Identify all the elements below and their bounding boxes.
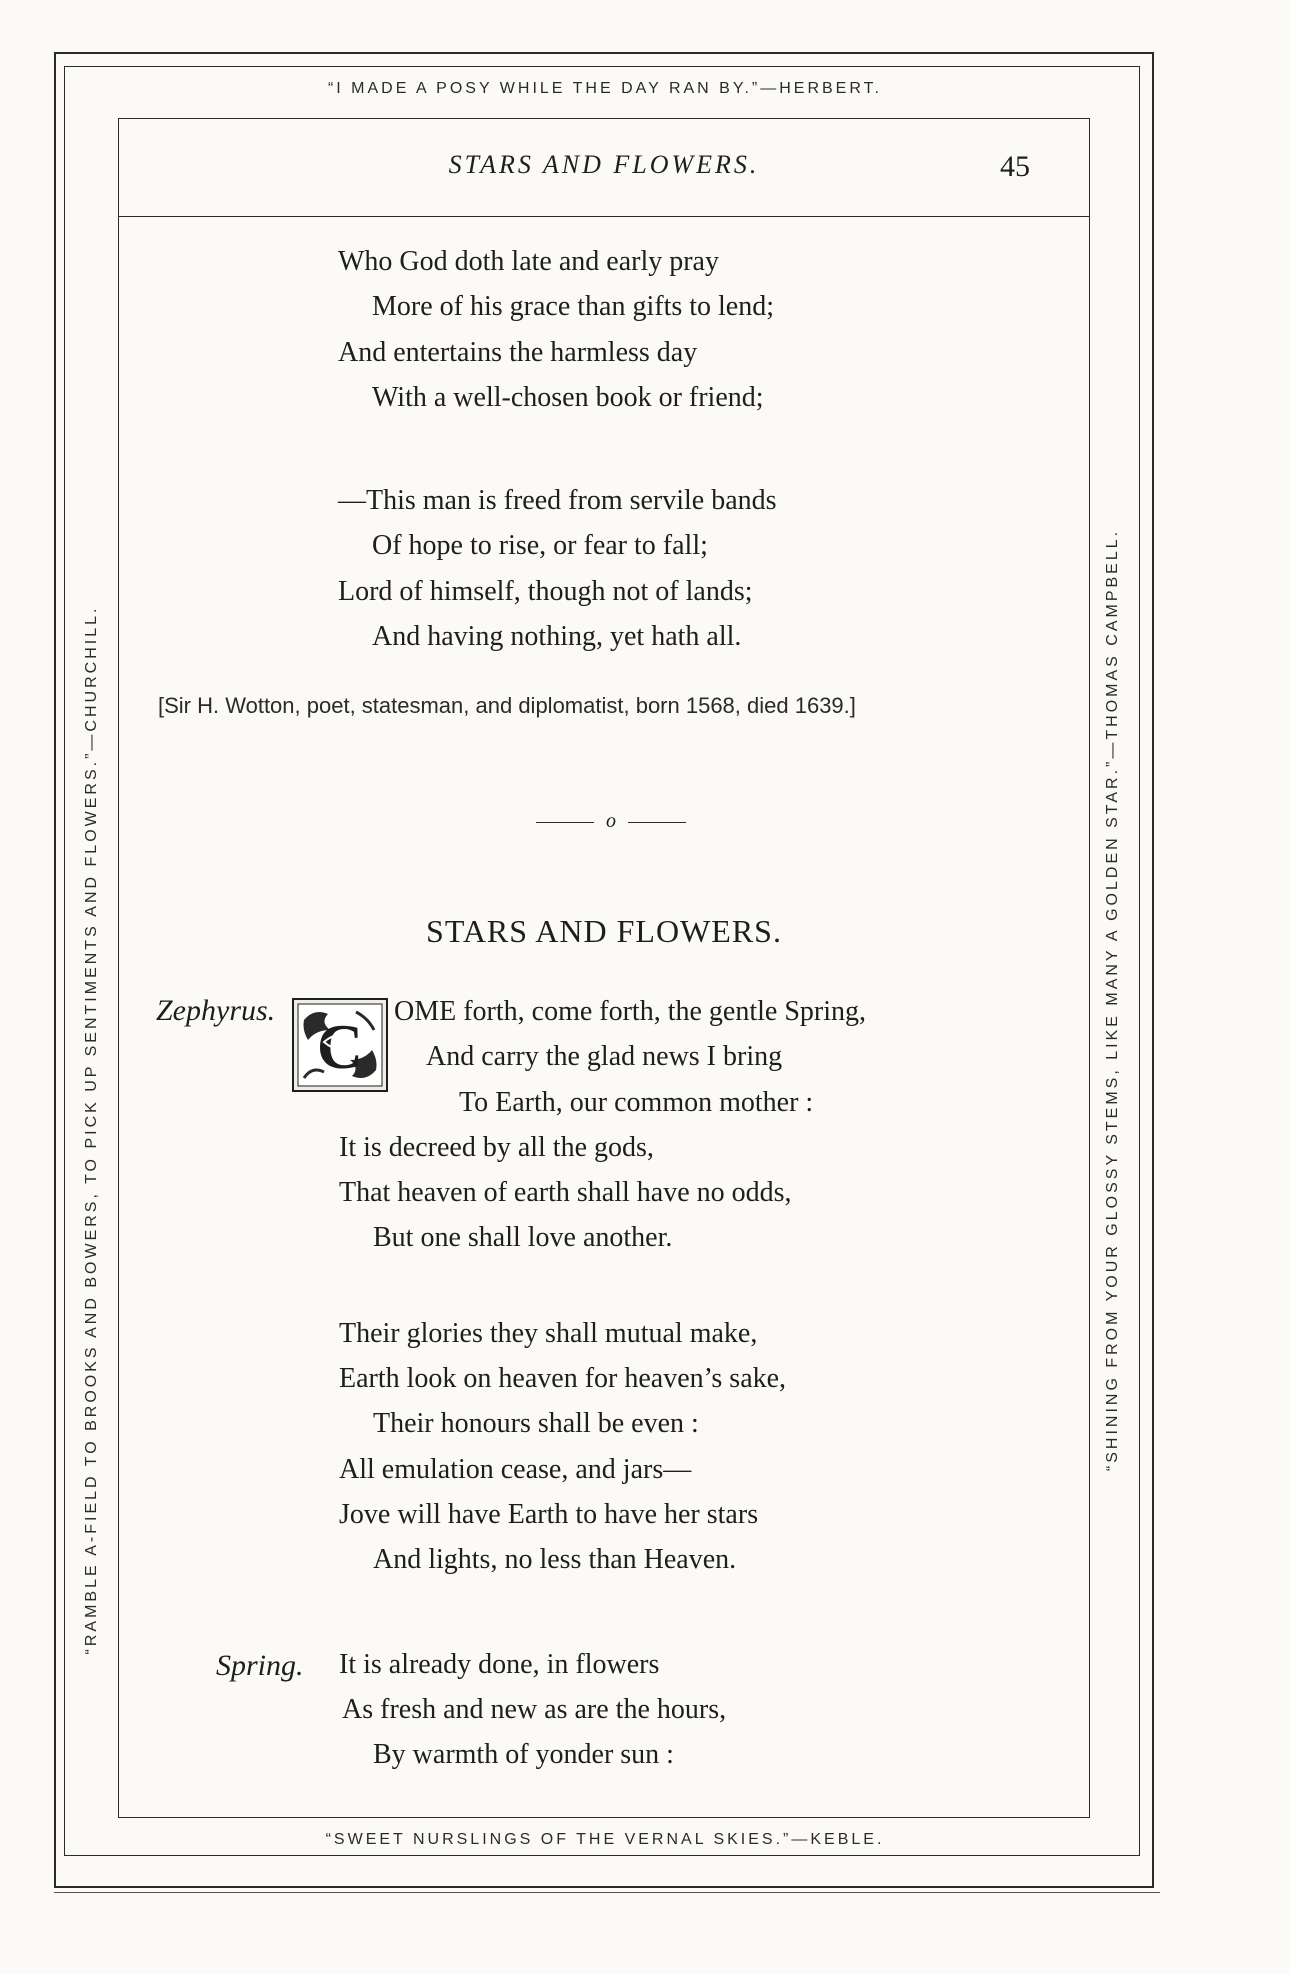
running-title: STARS AND FLOWERS. (448, 150, 760, 179)
section-divider: o (536, 810, 686, 833)
poem-line: Their honours shall be even : (373, 1408, 699, 1439)
poem-line: OME forth, come forth, the gentle Spring, (394, 996, 867, 1027)
poem-line: Lord of himself, though not of lands; (338, 576, 753, 607)
poem-line: Who God doth late and early pray (338, 246, 719, 277)
poem-line: And carry the glad news I bring (426, 1041, 783, 1072)
poem-line: To Earth, our common mother : (459, 1087, 814, 1118)
right-margin-quote: “SHINING FROM YOUR GLOSSY STEMS, LIKE MANY A GOLDEN STAR.”—THOMAS CAMPBELL. (1104, 528, 1121, 1472)
poem-line: Earth look on heaven for heaven’s sake, (339, 1363, 787, 1394)
poem-line: And lights, no less than Heaven. (373, 1544, 737, 1575)
poem-line: But one shall love another. (373, 1222, 673, 1253)
bottom-rule (54, 1892, 1160, 1893)
poem-line: It is decreed by all the gods, (339, 1132, 654, 1163)
poem-line: —This man is freed from servile bands (338, 485, 777, 516)
svg-text:C: C (316, 1011, 364, 1082)
poem-line: And having nothing, yet hath all. (372, 621, 742, 652)
speaker-zephyrus: Zephyrus. (156, 994, 276, 1027)
left-margin-quote: “RAMBLE A-FIELD TO BROOKS AND BOWERS, TO PICK UP SENTIMENTS AND FLOWERS.”—CHURCHILL. (83, 605, 100, 1655)
poem-line: Their glories they shall mutual make, (339, 1318, 758, 1349)
dropcap-ornament-icon (294, 1000, 386, 1090)
page-number: 45 (1000, 150, 1030, 183)
poem-line: And entertains the harmless day (338, 337, 698, 368)
poem-line: It is already done, in flowers (339, 1649, 660, 1680)
citation: [Sir H. Wotton, poet, statesman, and diplomatist, born 1568, died 1639.] (158, 693, 856, 718)
poem-line: More of his grace than gifts to lend; (372, 291, 775, 322)
bottom-margin-quote: “SWEET NURSLINGS OF THE VERNAL SKIES.”—KEBLE. (325, 1831, 885, 1848)
poem-line: Jove will have Earth to have her stars (339, 1499, 759, 1530)
header-rule (118, 216, 1090, 217)
speaker-spring: Spring. (216, 1649, 304, 1682)
poem-line: Of hope to rise, or fear to fall; (372, 530, 708, 561)
poem-line: That heaven of earth shall have no odds, (339, 1177, 792, 1208)
poem-line: With a well-chosen book or friend; (372, 382, 764, 413)
poem-line: As fresh and new as are the hours, (342, 1694, 727, 1725)
poem-line: All emulation cease, and jars— (339, 1454, 692, 1485)
top-margin-quote: “I MADE A POSY WHILE THE DAY RAN BY.”—HERBERT. (327, 80, 883, 97)
poem-line: By warmth of yonder sun : (373, 1739, 674, 1770)
section-title: STARS AND FLOWERS. (426, 913, 782, 949)
ornamental-dropcap (292, 998, 388, 1092)
